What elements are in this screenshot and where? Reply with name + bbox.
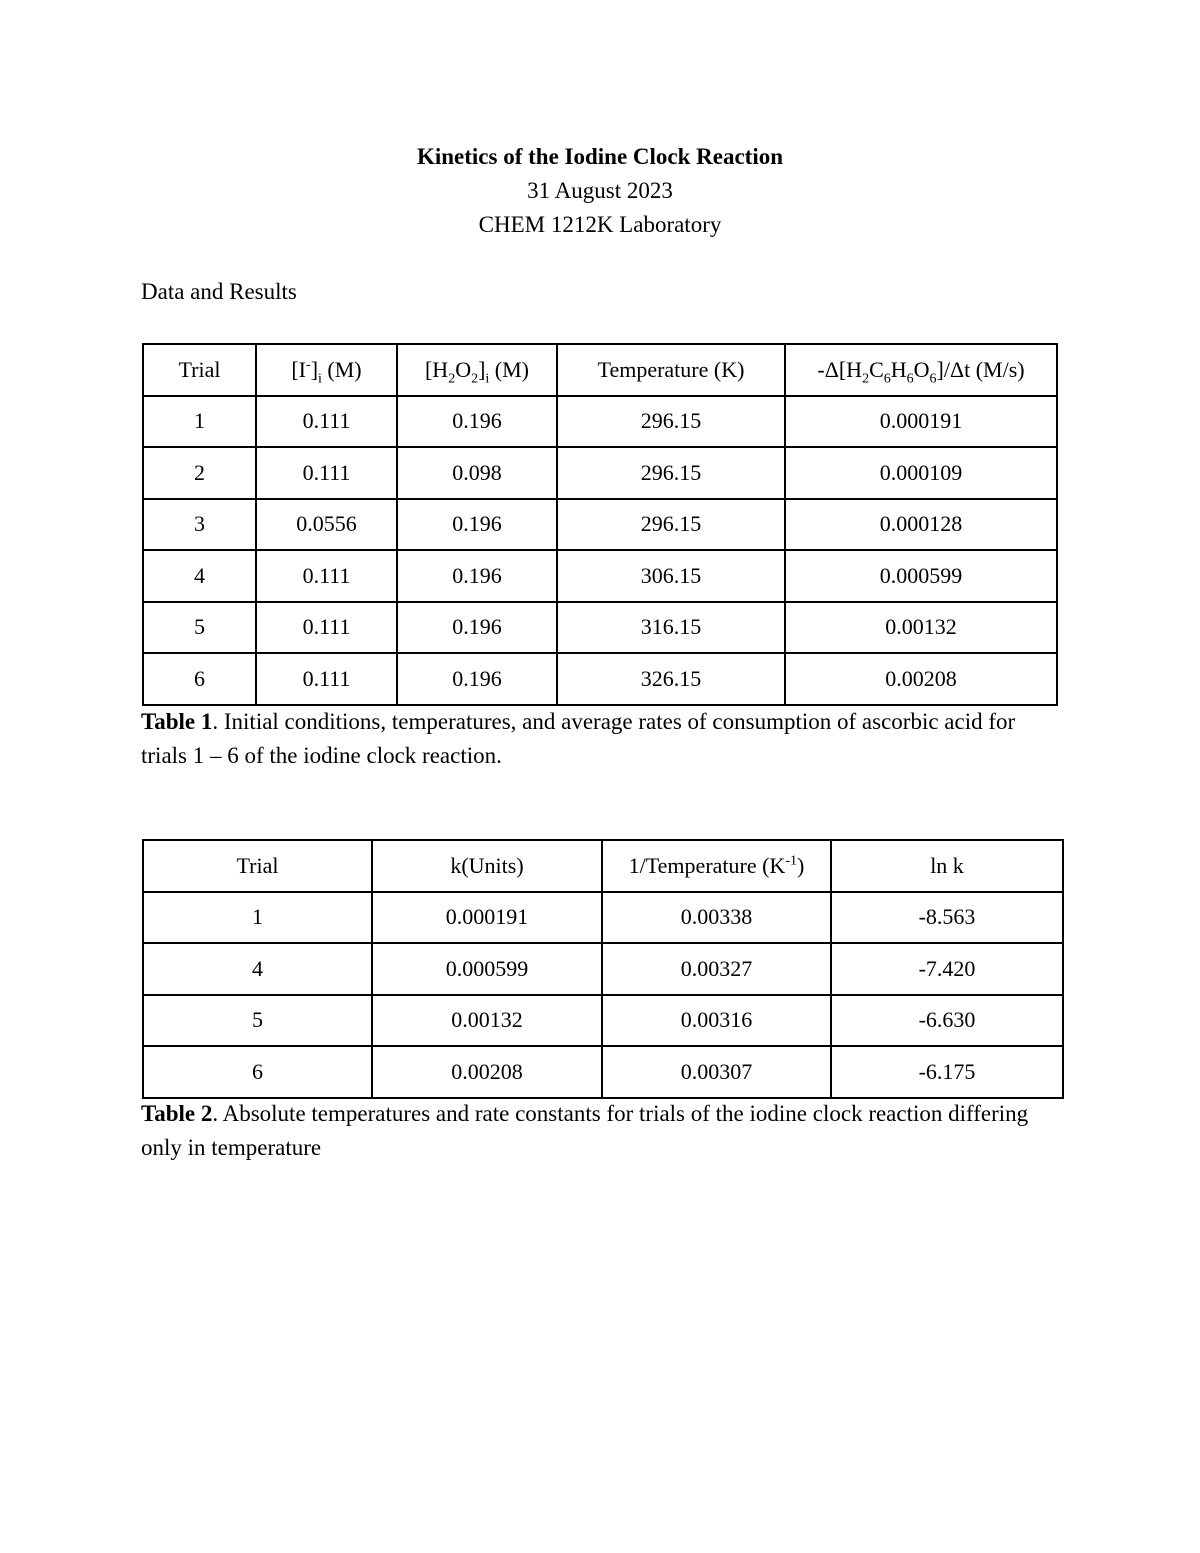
table-2-header-row xyxy=(143,840,1063,892)
cell-trial: 1 xyxy=(143,396,256,448)
table-row xyxy=(143,995,1063,1047)
cell-ln-k: -6.630 xyxy=(831,995,1063,1047)
cell-ln-k: -8.563 xyxy=(831,892,1063,944)
cell-k: 0.000599 xyxy=(372,943,602,995)
cell-peroxide: 0.098 xyxy=(397,447,557,499)
cell-peroxide: 0.196 xyxy=(397,550,557,602)
cell-rate: 0.000191 xyxy=(785,396,1057,448)
table-row xyxy=(143,602,1057,654)
table-2-caption-label: Table 2 xyxy=(141,1101,213,1126)
cell-temperature: 296.15 xyxy=(557,499,785,551)
document-title: Kinetics of the Iodine Clock Reaction xyxy=(416,144,784,169)
table-row xyxy=(143,447,1057,499)
cell-temperature: 296.15 xyxy=(557,396,785,448)
cell-temperature: 296.15 xyxy=(557,447,785,499)
cell-rate: 0.000128 xyxy=(785,499,1057,551)
cell-iodide: 0.111 xyxy=(256,550,397,602)
cell-trial: 6 xyxy=(143,1046,372,1098)
cell-iodide: 0.111 xyxy=(256,396,397,448)
table-1-caption-label: Table 1 xyxy=(141,709,213,734)
table-2-header-ln-k: ln k xyxy=(831,840,1063,892)
table-row xyxy=(143,892,1063,944)
cell-trial: 1 xyxy=(143,892,372,944)
cell-trial: 4 xyxy=(143,943,372,995)
cell-trial: 3 xyxy=(143,499,256,551)
table-2-header-inverse-temperature: 1/Temperature $(K^{-1})$ xyxy=(602,840,831,892)
cell-inverse-temperature: 0.00327 xyxy=(602,943,831,995)
cell-k: 0.00208 xyxy=(372,1046,602,1098)
cell-trial: 6 xyxy=(143,653,256,705)
table-2-header-k: k(Units) xyxy=(372,840,602,892)
cell-peroxide: 0.196 xyxy=(397,602,557,654)
cell-peroxide: 0.196 xyxy=(397,396,557,448)
cell-trial: 4 xyxy=(143,550,256,602)
cell-inverse-temperature: 0.00338 xyxy=(602,892,831,944)
cell-inverse-temperature: 0.00316 xyxy=(602,995,831,1047)
cell-temperature: 326.15 xyxy=(557,653,785,705)
cell-ln-k: -7.420 xyxy=(831,943,1063,995)
table-1-caption-text: . Initial conditions, temperatures, and average rates of consumption of ascorbic acid for trials 1 – 6 of the iodine clock reaction. xyxy=(141,709,1016,768)
table-1-caption xyxy=(141,705,1041,773)
table-row xyxy=(143,1046,1063,1098)
cell-k: 0.000191 xyxy=(372,892,602,944)
cell-temperature: 306.15 xyxy=(557,550,785,602)
cell-rate: 0.000599 xyxy=(785,550,1057,602)
table-1-header-iodide: $[I^-]_i$ (M) xyxy=(256,344,397,396)
cell-temperature: 316.15 xyxy=(557,602,785,654)
table-1-header-row xyxy=(143,344,1057,396)
cell-rate: 0.00132 xyxy=(785,602,1057,654)
cell-iodide: 0.111 xyxy=(256,653,397,705)
table-row xyxy=(143,550,1057,602)
table-1-header-rate: $-\Delta[H_2C_6H_6O_6]/\Delta t$ (M/s) xyxy=(785,344,1057,396)
table-row xyxy=(143,499,1057,551)
cell-iodide: 0.0556 xyxy=(256,499,397,551)
table-row xyxy=(143,396,1057,448)
table-2 xyxy=(142,839,1064,1099)
table-2-caption xyxy=(141,1097,1051,1165)
cell-rate: 0.00208 xyxy=(785,653,1057,705)
document-date: 31 August 2023 xyxy=(527,178,673,203)
cell-trial: 5 xyxy=(143,995,372,1047)
section-heading: Data and Results xyxy=(141,279,297,304)
course-name: CHEM 1212K Laboratory xyxy=(478,212,722,237)
table-row xyxy=(143,653,1057,705)
cell-k: 0.00132 xyxy=(372,995,602,1047)
cell-trial: 5 xyxy=(143,602,256,654)
cell-trial: 2 xyxy=(143,447,256,499)
cell-iodide: 0.111 xyxy=(256,447,397,499)
table-row xyxy=(143,943,1063,995)
cell-iodide: 0.111 xyxy=(256,602,397,654)
table-1-header-peroxide: $[H_2O_2]_i$ (M) xyxy=(397,344,557,396)
cell-peroxide: 0.196 xyxy=(397,653,557,705)
cell-peroxide: 0.196 xyxy=(397,499,557,551)
cell-ln-k: -6.175 xyxy=(831,1046,1063,1098)
cell-inverse-temperature: 0.00307 xyxy=(602,1046,831,1098)
table-1 xyxy=(142,343,1058,706)
table-1-header-temperature: Temperature (K) xyxy=(557,344,785,396)
cell-rate: 0.000109 xyxy=(785,447,1057,499)
table-2-caption-text: . Absolute temperatures and rate constants for trials of the iodine clock reaction differing only in temperature xyxy=(141,1101,1029,1160)
table-1-header-trial: Trial xyxy=(143,344,256,396)
table-2-header-trial: Trial xyxy=(143,840,372,892)
